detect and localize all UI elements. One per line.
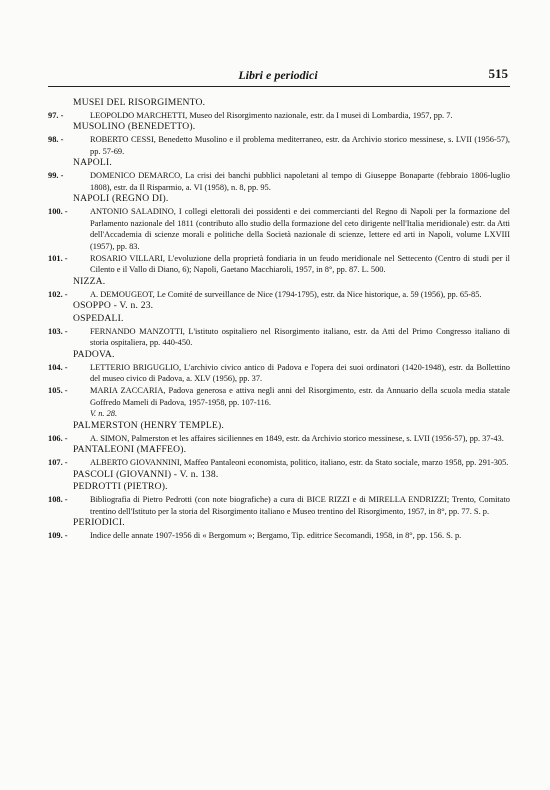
entry-citation: MARIA ZACCARIA, Padova generosa e attiva negli anni del Risorgimento, estr. da Annuario della scuola media statale Goffredo Mameli di Padova, 1957-1958, pp. 107-116. [90, 386, 510, 407]
header-title: Libri e periodici [238, 68, 318, 82]
bibliography-list [48, 97, 510, 542]
entry-number: 98. - [48, 134, 64, 144]
entry-citation: A. SIMON, Palmerston et les affaires siciliennes en 1849, estr. da Archivio storico messinese, s. LVII (1956-57), pp. 37-43. [90, 433, 504, 443]
entry-citation: ROBERTO CESSI, Benedetto Musolino e il problema mediterraneo, estr. da Archivio storico messinese, s. LVII (1956-57), pp. 57-69. [90, 134, 510, 156]
section-heading: NIZZA. [73, 276, 106, 288]
page-number: 515 [488, 66, 508, 81]
entry-citation: A. DEMOUGEOT, Le Comité de surveillance de Nice (1794-1795), estr. da Nice historique, a. 59 (1956), pp. 65-85. [90, 289, 482, 299]
entry-citation: ANTONIO SALADINO, I collegi elettorali dei possidenti e dei commercianti del Regno di Napoli per la formazione del Parlamento nazionale del 1811 (contributo allo studio della formazione del ceto dirigente nell'Italia meridionale) estr. da Atti dell'Accademia di scienze morali e politiche della Società nazionale di scienze, lettere ed arti in Napoli, volume LXVIII (1957), pp. 83. [90, 206, 510, 251]
section-heading: PASCOLI (GIOVANNI) - V. n. 138. [73, 468, 219, 480]
entry-number: 104. - [48, 362, 68, 372]
entry-citation: ALBERTO GIOVANNINI, Maffeo Pantaleoni economista, politico, italiano, estr. da Stato sociale, marzo 1958, pp. 291-305. [90, 458, 509, 467]
bibliography-entry [48, 134, 510, 157]
cross-reference-note: V. n. 28. [90, 409, 118, 419]
bibliography-entry [48, 530, 510, 542]
entry-citation: LETTERIO BRIGUGLIO, L'archivio civico antico di Padova e l'opera dei suoi ordinatori (1420-1948), estr. da Bollettino del museo civico di Padova, a. XLV (1956), pp. 37. [90, 362, 510, 384]
entry-number: 108. - [48, 494, 68, 504]
section-heading: NAPOLI. [73, 157, 112, 169]
bibliography-entry [48, 289, 510, 301]
bibliography-entry [48, 494, 510, 517]
section-heading: PADOVA. [73, 349, 115, 360]
entry-citation: FERNANDO MANZOTTI, L'istituto ospitaliero nel Risorgimento italiano, estr. da Atti del Primo Congresso italiano di storia ospitaliera, pp. 440-450. [90, 326, 510, 348]
section-heading: MUSOLINO (BENEDETTO). [73, 121, 196, 133]
entry-number: 105. - [48, 386, 68, 395]
bibliography-entry [48, 110, 510, 122]
bibliography-entry [48, 362, 510, 385]
entry-number: 97. - [48, 110, 64, 120]
header-rule [48, 86, 510, 87]
section-heading: PEDROTTI (PIETRO). [73, 481, 168, 493]
bibliography-entry [48, 433, 510, 445]
entry-citation: Bibliografia di Pietro Pedrotti (con note biografiche) a cura di BICE RIZZI e di MIRELLA ENDRIZZI; Trento, Comitato trentino dell'Istituto per la storia del Risorgimento italiano e Museo trentino del Risorgimento, 1957, in 8°, pp. 77. S. p. [90, 494, 510, 516]
bibliography-entry [48, 457, 510, 469]
bibliography-entry [48, 385, 510, 408]
section-heading: MUSEI DEL RISORGIMENTO. [73, 97, 206, 108]
entry-number: 99. - [48, 170, 64, 180]
bibliography-entry [48, 253, 510, 276]
bibliography-entry [48, 326, 510, 349]
entry-citation: LEOPOLDO MARCHETTI, Museo del Risorgimento nazionale, estr. da I musei di Lombardia, 1957, pp. 7. [90, 110, 453, 120]
section-heading: PANTALEONI (MAFFEO). [73, 444, 187, 456]
entry-number: 107. - [48, 458, 68, 467]
entry-number: 106. - [48, 433, 68, 443]
running-header [48, 66, 508, 84]
entry-number: 103. - [48, 326, 68, 336]
section-heading: OSOPPO - V. n. 23. [73, 300, 154, 312]
bibliography-entry [48, 206, 510, 253]
section-heading: OSPEDALI. [73, 313, 124, 324]
entry-citation: Indice delle annate 1907-1956 di « Bergomum »; Bergamo, Tip. editrice Secomandi, 1958, in 8°, pp. 156. S. p. [90, 530, 462, 540]
section-heading: NAPOLI (REGNO DI). [73, 193, 169, 205]
entry-citation: ROSARIO VILLARI, L'evoluzione della proprietà fondiaria in un feudo meridionale nel Settecento (Centro di studi per il Cilento e il Vallo di Diano, 6); Napoli, Gaetano Macchiaroli, 1957, in 8°, pp. 87. L. 500. [90, 253, 510, 275]
section-heading: PALMERSTON (HENRY TEMPLE). [73, 420, 224, 432]
entry-number: 100. - [48, 206, 68, 216]
section-heading: PERIODICI. [73, 517, 125, 529]
entry-citation: DOMENICO DEMARCO, La crisi dei banchi pubblici napoletani al tempo di Giuseppe Bonaparte (febbraio 1806-luglio 1808), estr. da Il Risparmio, a. VI (1958), n. 8, pp. 95. [90, 170, 510, 192]
entry-number: 101. - [48, 253, 68, 263]
entry-number: 109. - [48, 530, 68, 540]
bibliography-entry [48, 170, 510, 193]
entry-number: 102. - [48, 289, 68, 299]
